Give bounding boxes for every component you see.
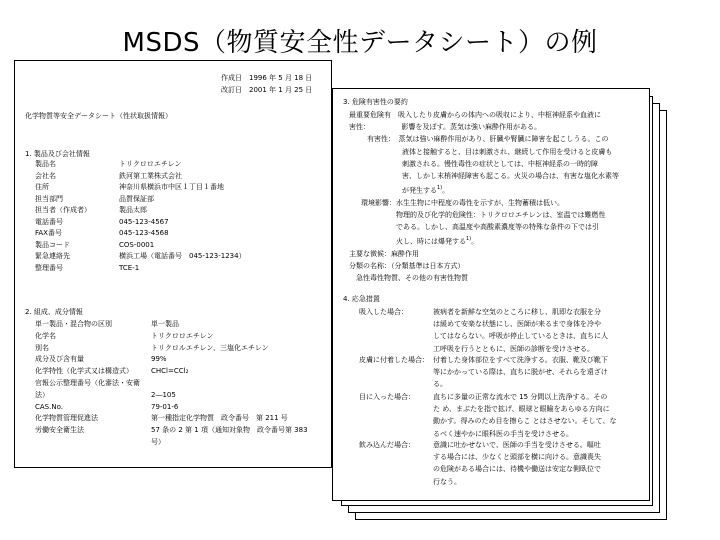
row-label: 会社名 xyxy=(35,171,56,180)
row-value: 号） xyxy=(151,438,165,446)
row-value: 第一種指定化学物質 政令番号 第 211 号 xyxy=(151,414,288,423)
first-aid-line: してはならない。呼吸が停止しているときは、直ちに人 xyxy=(433,332,608,341)
row-label: 成分及び含有量 xyxy=(35,355,84,364)
row-value: 製品太郎 xyxy=(119,206,147,214)
first-aid-inhalation xyxy=(349,306,645,355)
row-value: 品質保証部 xyxy=(119,194,154,203)
first-aid-line: 直ちに多量の正常な流水で 15 分間以上洗浄する。その xyxy=(433,393,608,401)
first-aid-label: 目に入った場合： xyxy=(359,393,415,401)
table-row xyxy=(15,228,333,240)
table-row xyxy=(15,251,333,263)
section3-line: 主要な徴候：麻酔作用 xyxy=(349,249,419,258)
row-value: トリクロルエチレン、三塩化エチレン xyxy=(151,343,269,352)
row-label: 化学物質管理促進法 xyxy=(35,414,98,423)
footnote-marker: 1) xyxy=(466,236,472,243)
row-value: 57 条の 2 第 1 項（通知対象物 政令番号第 383 xyxy=(151,426,308,435)
document-title: 化学物質等安全データシート（性状取扱情報） xyxy=(25,112,172,120)
first-aid-ingestion xyxy=(349,439,645,488)
slide-title: MSDS（物質安全性データシート）の例 xyxy=(122,28,598,58)
section1-heading: 1. 製品及び会社情報 xyxy=(25,150,90,158)
first-aid-eyes xyxy=(349,391,645,440)
row-label: FAX番号 xyxy=(35,229,62,237)
first-aid-line: 行なう。 xyxy=(433,477,461,486)
table-row xyxy=(15,366,333,378)
row-label: 製品名 xyxy=(35,160,56,168)
table-row xyxy=(15,331,333,343)
row-value: CHCl=CCl₂ xyxy=(151,367,189,376)
row-label: 官報公示整理番号（化審法・安衛 xyxy=(35,379,140,387)
table-row xyxy=(15,205,333,217)
row-label: 整理番号 xyxy=(35,263,63,272)
row-value: 単一製品 xyxy=(151,320,179,328)
section3-line: が発生する xyxy=(367,186,437,195)
section3-heading: 3. 危険有害性の要約 xyxy=(343,98,408,106)
table-row xyxy=(15,171,333,183)
row-value: COS-0001 xyxy=(119,240,155,249)
section4-heading: 4. 応急措置 xyxy=(343,295,380,303)
table-row xyxy=(15,182,333,194)
row-value: 神奈川県横浜市中区１丁目１番地 xyxy=(119,183,224,191)
row-value: 横浜工場（電話番号 045-123-1234） xyxy=(119,252,246,260)
table-row xyxy=(15,159,333,171)
first-aid-line: 等にかかっている際は、直ちに脱がせ、それらを遠ざけ xyxy=(433,368,608,377)
first-aid-line: 工呼吸を行うとともに、医師の診断を受けさせる。 xyxy=(433,344,594,353)
row-value: 99% xyxy=(151,355,167,364)
row-label: 法） xyxy=(35,390,49,399)
table-row xyxy=(15,240,333,252)
footnote-marker: 1) xyxy=(437,185,443,192)
section3-line: 火し、時には爆発する xyxy=(361,237,466,246)
table-row xyxy=(15,378,333,390)
first-aid-label: 皮膚に付着した場合： xyxy=(359,356,429,364)
row-label: 化学特性（化学式又は構造式） xyxy=(35,367,133,376)
first-aid-line: 動かす。得みのため目を擦らこ とはさせない。そして、な xyxy=(433,417,617,426)
section3-line: 刺激される。慢性毒性の症状としては、中枢神経系の一時的障 xyxy=(367,159,598,168)
row-label: 電話番号 xyxy=(35,217,63,226)
table-row xyxy=(15,217,333,229)
section3-line-with-footnote: 火し、時には爆発する$^{1)}$。 xyxy=(361,236,479,246)
table-row xyxy=(15,425,333,437)
row-label: 単一製品・混合物の区別 xyxy=(35,320,112,328)
row-label: 労働安全衛生法 xyxy=(35,426,84,435)
first-aid-line: るべく速やかに眼科医の手当を受けさせる。 xyxy=(433,429,573,438)
table-row xyxy=(15,437,333,449)
first-aid-line: する場合には、少なくと頭部を横に向ける。意識喪失 xyxy=(433,453,601,462)
table-row xyxy=(15,390,333,402)
table-row xyxy=(15,343,333,355)
section3-line: である。しかし、高温度や高酸素濃度等の特殊な条件の下では引 xyxy=(361,223,599,232)
row-value: トリクロロエチレン xyxy=(151,331,214,340)
section3-line: 液体と接触すると、目は刺激され、継続して作用を受けると皮膚も xyxy=(367,147,613,156)
table-row xyxy=(15,319,333,331)
row-label: 製品コード xyxy=(35,240,70,249)
section3-line: 環境影響：水生生物に中程度の毒性を示すが、生物蓄積は低い。 xyxy=(361,198,564,207)
first-aid-line: た め、まぶたを指で拡げ、眼球と眼瞼をあらゆる方向に xyxy=(433,405,610,414)
first-aid-skin xyxy=(349,354,645,391)
table-row xyxy=(15,354,333,366)
section3-line-with-footnote: が発生する$^{1)}$。 xyxy=(367,185,450,195)
right-document-page xyxy=(332,88,650,501)
first-aid-line: る。 xyxy=(433,380,447,389)
row-label: 担当者（作成者） xyxy=(35,206,91,214)
section3-line: 分類の名称：（分類基準は日本方式） xyxy=(349,262,465,271)
first-aid-label: 吸入した場合： xyxy=(359,308,408,316)
row-label: 別名 xyxy=(35,343,49,352)
table-row xyxy=(15,413,333,425)
table-row xyxy=(15,402,333,414)
row-label: 担当部門 xyxy=(35,194,63,203)
first-aid-line: 付着した身体部位をすべて洗浄する。衣服、靴及び靴下 xyxy=(433,356,608,364)
section3-line: 害、しかし末梢神経障害も起こる。火災の場合は、有害な塩化水素等 xyxy=(367,172,619,181)
section3-line: 有害性： 蒸気は強い麻酔作用があり、肝臓や腎臓に障害を起こしうる。この xyxy=(367,135,609,144)
section3-line: 物理的及び化学的危険性：トリクロロエチレンは、室温では難燃性 xyxy=(361,210,606,219)
section3-body xyxy=(349,109,645,285)
row-value: 045-123-4567 xyxy=(119,217,169,226)
revised-date: 改訂日 2001 年 1 月 25 日 xyxy=(221,86,313,94)
row-label: 住所 xyxy=(35,183,49,191)
row-value: トリクロロエチレン xyxy=(119,160,182,168)
first-aid-line: の危険がある場合には、待機や働送は安定な側臥位で xyxy=(433,465,601,474)
row-value: 045-123-4568 xyxy=(119,229,169,237)
row-label: 緊急連絡先 xyxy=(35,252,70,260)
first-aid-line: 被病者を新鮮な空気のところに移し、肌即な衣服を分 xyxy=(433,308,601,316)
created-date: 作成日 1996 年 5 月 18 日 xyxy=(221,74,313,82)
table-row xyxy=(15,194,333,206)
row-label: 化学名 xyxy=(35,331,56,340)
row-value: 2―105 xyxy=(151,390,176,399)
section3-line: 急性毒性物質、その他の有害性物質 xyxy=(349,274,468,283)
first-aid-line: 意識に吐かせないで、医師の手当を受けさせる。嘔吐 xyxy=(433,441,601,449)
first-aid-label: 飲み込んだ場合： xyxy=(359,441,415,449)
section3-line: 最重要危険有 吸入したり皮膚からの体内への吸収により、中枢神経系や血液に xyxy=(349,111,601,119)
left-document-page xyxy=(14,60,332,468)
row-value: 79-01-6 xyxy=(151,402,179,411)
section3-line: 害性： 影響を及ぼす。蒸気は強い麻酔作用がある。 xyxy=(349,123,541,132)
row-value: TCE-1 xyxy=(119,263,140,272)
table-row xyxy=(15,263,333,275)
row-label: CAS.No. xyxy=(35,402,63,411)
first-aid-line: は緩めて安楽な状態にし、医師が来るまで身体を冷や xyxy=(433,320,601,329)
row-value: 鉄河第工業株式会社 xyxy=(119,171,182,180)
section2-heading: 2. 組成、成分情報 xyxy=(25,308,83,316)
